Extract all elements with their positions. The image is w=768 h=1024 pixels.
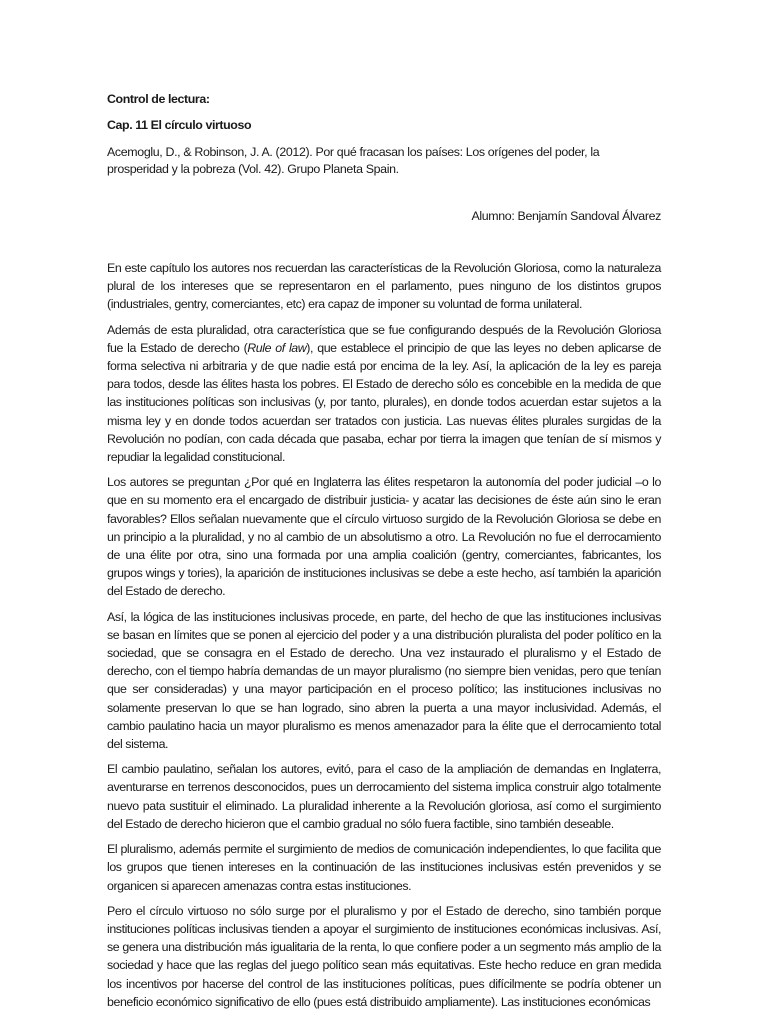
paragraph: En este capítulo los autores nos recuerdan las características de la Revolución Gloriosa, como la naturaleza plural de los intereses que se representaron en el parlamento, pues ninguno de los distintos grupos (industriales, gentry, comerciantes, etc) era capaz de imponer su voluntad de forma unilateral. — [107, 261, 661, 312]
paragraph-italic: Rule of law — [247, 340, 307, 355]
citation: Acemoglu, D., & Robinson, J. A. (2012). Por qué fracasan los países: Los orígenes del poder, la prosperidad y la pobreza (Vol. 42). Grupo Planeta Spain. — [107, 145, 600, 176]
document-label: Control de lectura: — [107, 92, 210, 106]
author-line: Alumno: Benjamín Sandoval Álvarez — [471, 209, 661, 223]
paragraph: Así, la lógica de las instituciones inclusivas procede, en parte, del hecho de que las instituciones inclusivas se basan en límites que se ponen al ejercicio del poder y a una distribución pluralista del poder político en la sociedad, que se consagra en el Estado de derecho. Una vez instaurado el pluralismo y el Estado de derecho, con el tiempo habría demandas de un mayor pluralismo (no siempre bien venidas, pero que tenían que ser consideradas) y una mayor participación en el proceso político; las instituciones inclusivas no solamente preservan lo que se han logrado, sino abren la puerta a una mayor inclusividad. Además, el cambio paulatino hacia un mayor pluralismo es menos amenazador para la élite que el derrocamiento total del sistema. — [107, 609, 661, 752]
paragraph: Los autores se preguntan ¿Por qué en Inglaterra las élites respetaron la autonomía del poder judicial –o lo que en su momento era el encargado de distribuir justicia- y acatar las decisiones de éste aún sino le eran favorables? Ellos señalan nuevamente que el círculo virtuoso surgido de la Revolución Gloriosa se debe en un principio a la pluralidad, y no al cambio de un absolutismo a otro. La Revolución no fue el derrocamiento de una élite por otra, sino una formada por una amplia coalición (gentry, comerciantes, fabricantes, los grupos wings y tories), la aparición de instituciones inclusivas se debe a este hecho, así también la aparición del Estado de derecho. — [107, 475, 661, 599]
paragraph-text: Además de esta pluralidad, otra característica que se fue configurando después de la Revolución Gloriosa fue la Estado de derecho ( — [107, 322, 661, 355]
paragraph: El cambio paulatino, señalan los autores, evitó, para el caso de la ampliación de demandas en Inglaterra, aventurarse en terrenos desconocidos, pues un derrocamiento del sistema implica construir algo totalmente nuevo pata sustituir el eliminado. La pluralidad inherente a la Revolución gloriosa, así como el surgimiento del Estado de derecho hicieron que el cambio gradual no sólo fuera factible, sino también deseable. — [107, 762, 661, 831]
paragraph-text: ), que establece el principio de que las leyes no deben aplicarse de forma selectiva ni arbitraria y de que nadie está por encima de la ley. Así, la aplicación de la ley es pareja para todos, desde las élites hasta los pobres. El Estado de derecho sólo es concebible en la medida de que las instituciones políticas son inclusivas (y, por tanto, plurales), en donde todos acuerdan estar sujetos a la misma ley y en donde todos acuerdan ser tratados con justicia. Las nuevas élites plurales surgidas de la Revolución no podían, con cada década que pasaba, echar por tierra la imagen que tenían de sí mismos y repudiar la legalidad constitucional. — [107, 340, 661, 465]
paragraph: Pero el círculo virtuoso no sólo surge por el pluralismo y por el Estado de derecho, sino también porque instituciones políticas inclusivas tienden a apoyar el surgimiento de instituciones económicas inclusivas. Así, se genera una distribución más igualitaria de la renta, lo que confiere poder a un segmento más amplio de la sociedad y hace que las reglas del juego político sean más equitativas. Este hecho reduce en gran medida los incentivos por hacerse del control de las instituciones políticas, pues difícilmente se podría obtener un beneficio económico significativo de ello (pues está distribuido ampliamente). Las instituciones económicas — [107, 903, 661, 1009]
paragraph — [107, 321, 661, 467]
paragraph: El pluralismo, además permite el surgimiento de medios de comunicación independientes, lo que facilita que los grupos que tienen intereses en la continuación de las instituciones inclusivas estén prevenidos y se organicen si aparecen amenazas contra estas instituciones. — [107, 842, 661, 893]
body-text — [107, 259, 661, 1011]
chapter-title: Cap. 11 El círculo virtuoso — [107, 118, 252, 132]
